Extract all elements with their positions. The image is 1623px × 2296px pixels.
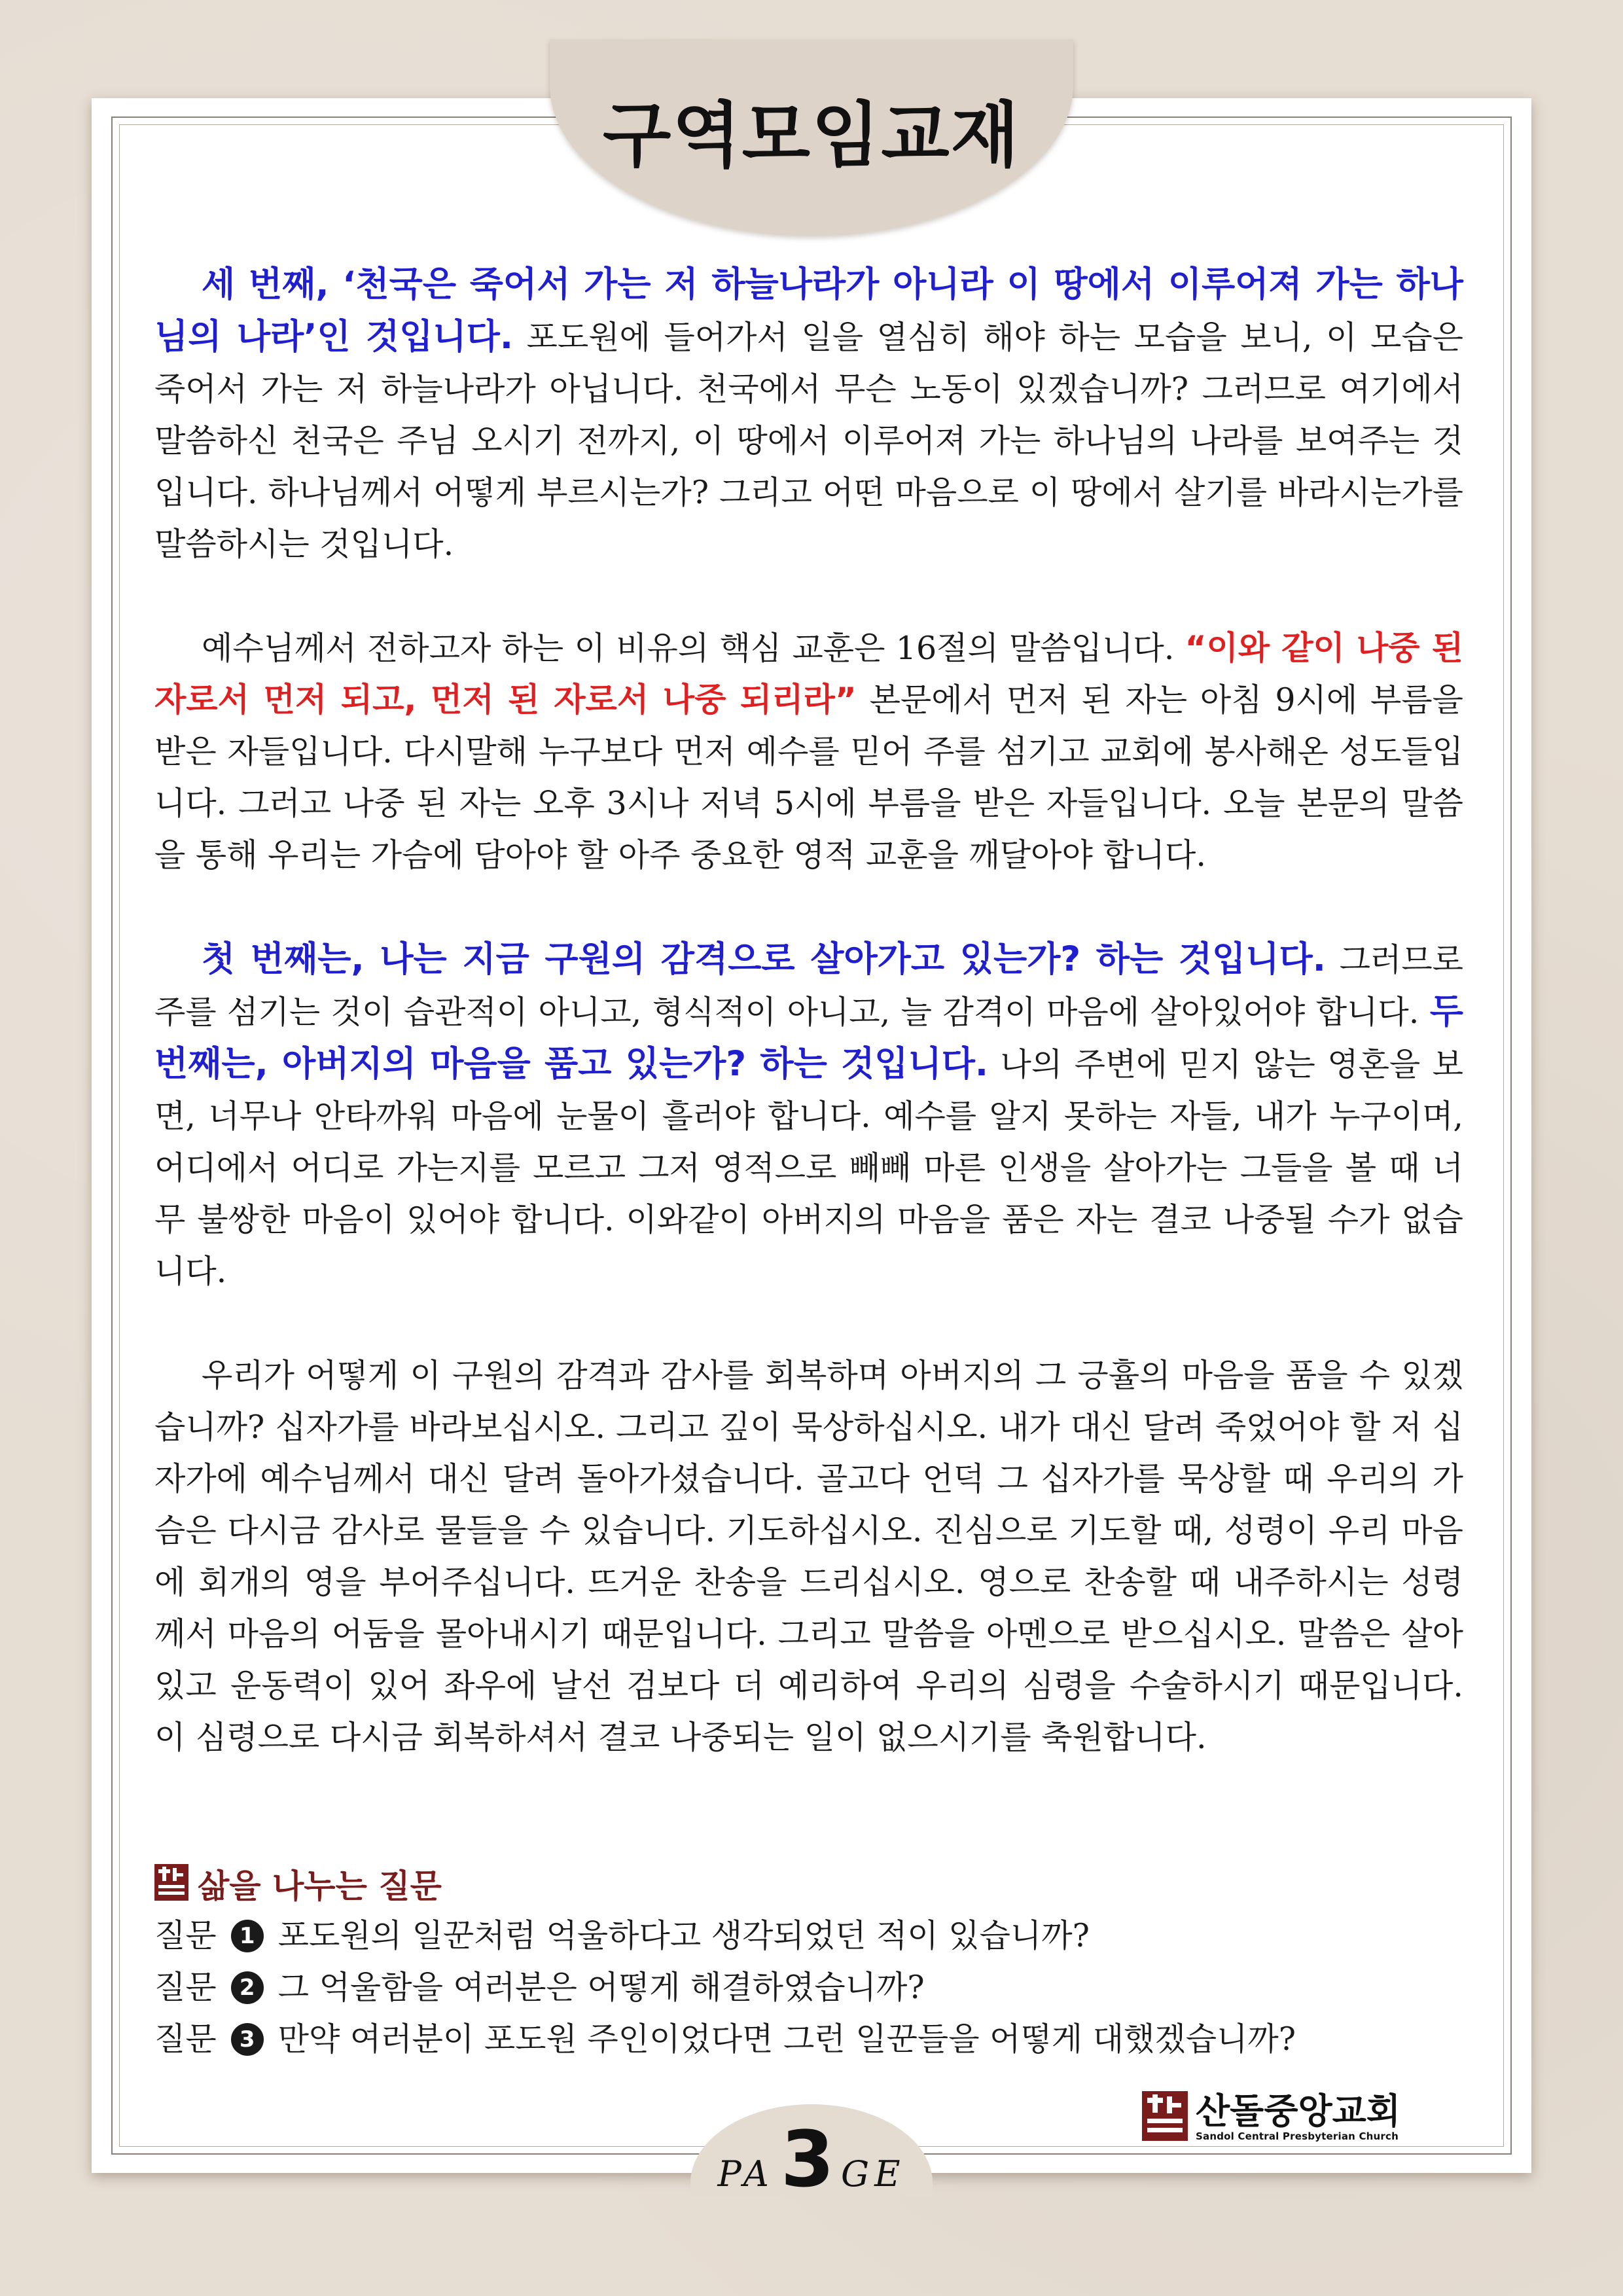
paragraph-text: 예수님께서 전하고자 하는 이 비유의 핵심 교훈은 16절의 말씀입니다. [202, 630, 1185, 667]
page-number-label [690, 2114, 933, 2204]
question-item [154, 1962, 1463, 2013]
page-title: 구역모임교재 [603, 95, 1020, 177]
highlight-red: “이와 같이 나중 된 자로서 먼저 되고, 먼저 된 자로서 나중 되리라” [154, 629, 1463, 719]
church-logo-icon [1142, 2091, 1188, 2144]
paragraph-text: 우리가 어떻게 이 구원의 감격과 감사를 회복하며 아버지의 그 긍휼의 마음을 품을 수 있겠습니까? 십자가를 바라보십시오. 그리고 깊이 묵상하십시오. 내가 대신 달려 죽었어야 할 저 십자가에 예수님께서 대신 달려 돌아가셨습니다. 골고다 언덕 그 십자가를 묵상할 때 우리의 가슴은 다시금 감사로 물들을 수 있습니다. 기도하십시오. 진심으로 기도할 때, 성령이 우리 마음에 회개의 영을 부어주십니다. 뜨거운 찬송을 드리십시오. 영으로 찬송할 때 내주하시는 성령께서 마음의 어둠을 몰아내시기 때문입니다. 그리고 말씀을 아멘으로 받으십시오. 말씀은 살아있고 운동력이 있어 좌우에 날선 검보다 더 예리하여 우리의 심령을 수술하시기 때문입니다. 이 심령으로 다시금 회복하셔서 결코 나중되는 일이 없으시기를 축원합니다. [154, 1357, 1463, 1756]
question-number: 3 [231, 2023, 264, 2056]
question-text: 그 억울함을 여러분은 어떻게 해결하였습니까? [277, 1969, 925, 2006]
highlight-blue: 첫 번째는, 나는 지금 구원의 감격으로 살아가고 있는가? 하는 것입니다. [202, 939, 1326, 979]
paragraph-1 [154, 259, 1463, 570]
question-item [154, 2013, 1463, 2065]
question-label: 질문 [154, 1917, 217, 1954]
question-logo-icon [154, 1864, 188, 1903]
church-name: 산돌중앙교회 [1196, 2090, 1400, 2132]
question-text: 포도원의 일꾼처럼 억울하다고 생각되었던 적이 있습니까? [277, 1917, 1090, 1954]
question-number: 2 [231, 1971, 264, 2004]
paragraph-text: 포도원에 들어가서 일을 열심히 해야 하는 모습을 보니, 이 모습은 죽어서 가는 저 하늘나라가 아닙니다. 천국에서 무슨 노동이 있겠습니까? 그러므로 여기에서 말씀하신 천국은 주님 오시기 전까지, 이 땅에서 이루어져 가는 하나님의 나라를 보여주는 것입니다. 하나님께서 어떻게 부르시는가? 그리고 어떤 마음으로 이 땅에서 살기를 바라시는가를 말씀하시는 것입니다. [154, 319, 1463, 563]
question-label: 질문 [154, 2020, 217, 2058]
question-text: 만약 여러분이 포도원 주인이었다면 그런 일꾼들을 어떻게 대했겠습니까? [277, 2020, 1296, 2058]
church-logo [1142, 2091, 1400, 2144]
page-number: 3 [780, 2114, 834, 2204]
paragraph-4 [154, 1350, 1463, 1763]
highlight-blue: 세 번째, ‘천국은 죽어서 가는 저 하늘나라가 아니라 이 땅에서 이루어져 가는 하나님의 나라’인 것입니다. [154, 264, 1463, 357]
paragraph-3 [154, 933, 1463, 1297]
church-name-en: Sandol Central Presbyterian Church [1196, 2130, 1399, 2142]
church-text [1196, 2092, 1400, 2142]
question-heading [154, 1857, 1463, 1910]
body-text [154, 259, 1463, 1763]
paragraph-text: 그러므로 주를 섬기는 것이 습관적이 아니고, 형식적이 아니고, 늘 감격이 마음에 살아있어야 합니다. [154, 941, 1463, 1031]
question-section [154, 1857, 1463, 2065]
page-suffix: GE [840, 2153, 906, 2195]
question-item [154, 1910, 1463, 1962]
paragraph-2 [154, 622, 1463, 881]
question-heading-text: 삶을 나누는 질문 [198, 1867, 442, 1905]
highlight-blue: 두 번째는, 아버지의 마음을 품고 있는가? 하는 것입니다. [154, 992, 1463, 1084]
page-prefix: PA [717, 2153, 774, 2195]
question-label: 질문 [154, 1969, 217, 2006]
paragraph-text: 본문에서 먼저 된 자는 아침 9시에 부름을 받은 자들입니다. 다시말해 누구보다 먼저 예수를 믿어 주를 섬기고 교회에 봉사해온 성도들입니다. 그러고 나중 된 자는 오후 3시나 저녁 5시에 부름을 받은 자들입니다. 오늘 본문의 말씀을 통해 우리는 가슴에 담아야 할 아주 중요한 영적 교훈을 깨달아야 합니다. [154, 681, 1463, 874]
question-number: 1 [231, 1920, 264, 1952]
paragraph-text: 나의 주변에 믿지 않는 영혼을 보면, 너무나 안타까워 마음에 눈물이 흘러야 합니다. 예수를 알지 못하는 자들, 내가 누구이며, 어디에서 어디로 가는지를 모르고 그저 영적으로 빼빼 마른 인생을 살아가는 그들을 볼 때 너무 불쌍한 마음이 있어야 합니다. 이와같이 아버지의 마음을 품은 자는 결코 나중될 수가 없습니다. [154, 1046, 1463, 1290]
